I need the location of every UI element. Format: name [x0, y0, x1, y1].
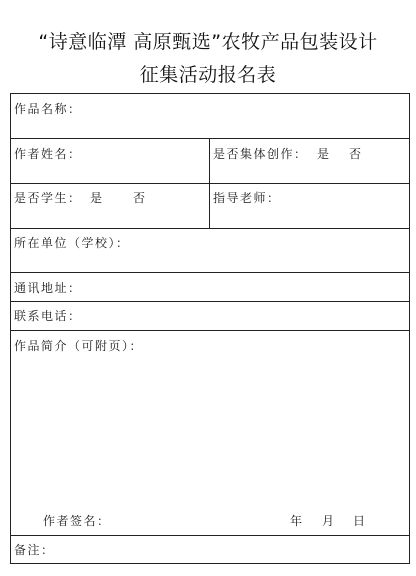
date-day-label: 日 [353, 514, 367, 528]
row-divider [11, 138, 409, 139]
date-month-label: 月 [322, 514, 336, 528]
student-no-option[interactable]: 否 [133, 191, 147, 205]
remarks-label: 备注： [14, 543, 55, 557]
address-label: 通讯地址： [14, 281, 82, 295]
row-divider [11, 330, 409, 331]
date-year-label: 年 [290, 514, 304, 528]
unit-school-label: 所在单位（学校）： [14, 236, 130, 250]
is-student-label: 是否学生： [14, 191, 82, 205]
row-divider [11, 301, 409, 302]
work-name-label: 作品名称： [14, 102, 82, 116]
form-title-line-2: 征集活动报名表 [139, 64, 277, 86]
row-divider [11, 183, 409, 184]
form-title-line-1: “诗意临潭 高原甄选”农牧产品包装设计 [38, 31, 378, 53]
phone-label: 联系电话： [14, 309, 82, 323]
row-divider [11, 228, 409, 229]
work-intro-label: 作品简介（可附页）： [14, 339, 144, 353]
author-name-label: 作者姓名： [14, 147, 82, 161]
collective-yes-option[interactable]: 是 [317, 147, 331, 161]
column-divider [209, 138, 210, 228]
registration-form-table [10, 93, 410, 564]
row-divider [11, 272, 409, 273]
author-signature-label: 作者签名： [43, 514, 111, 528]
advisor-label: 指导老师： [213, 191, 281, 205]
row-divider [11, 535, 409, 536]
student-yes-option[interactable]: 是 [90, 191, 104, 205]
collective-creation-label: 是否集体创作： [213, 147, 308, 161]
collective-no-option[interactable]: 否 [349, 147, 363, 161]
